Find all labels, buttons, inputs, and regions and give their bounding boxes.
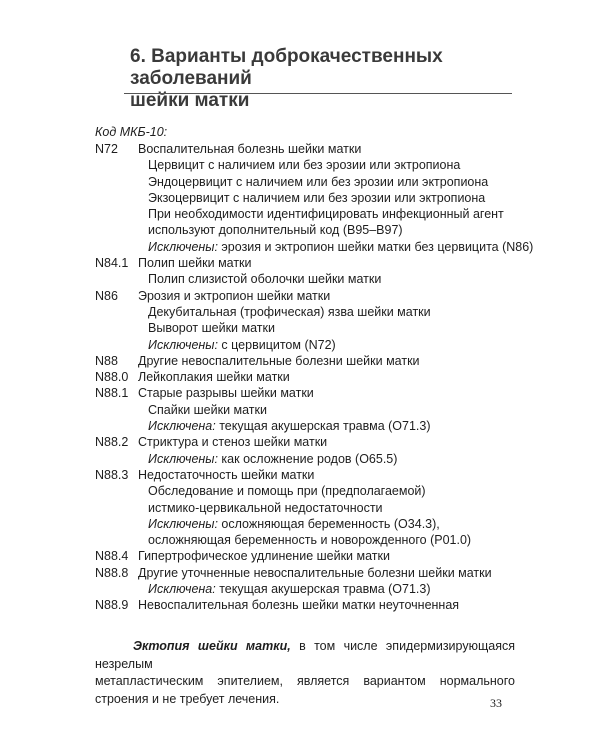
section-heading [130, 46, 510, 112]
line-text: как осложнение родов (O65.5) [217, 451, 398, 466]
icd-code: N86 [95, 288, 118, 303]
exclusion-line [138, 418, 525, 434]
line-text: Экзоцервицит с наличием или без эрозии или эктропиона [148, 190, 486, 205]
line-text: текущая акушерская травма (O71.3) [215, 582, 431, 597]
description-line [138, 190, 533, 206]
line-text: эрозия и эктропион шейки матки без цервицита (N86) [217, 239, 534, 254]
description-line [138, 141, 533, 157]
icd-entry [95, 597, 525, 613]
icd-entry-lines [138, 385, 525, 434]
line-text: Другие невоспалительные болезни шейки матки [138, 353, 420, 368]
line-text: Полип слизистой оболочки шейки матки [148, 272, 382, 287]
line-text: Цервицит с наличием или без эрозии или эктропиона [148, 158, 461, 173]
line-text: осложняющая беременность и новорожденного (P01.0) [148, 533, 472, 548]
description-line [138, 157, 533, 173]
line-text: Воспалительная болезнь шейки матки [138, 142, 362, 156]
icd-code: N88.1 [95, 386, 129, 401]
line-text: Декубитальная (трофическая) язва шейки матки [148, 304, 431, 319]
description-line [138, 271, 525, 287]
icd-code: N88.2 [95, 435, 129, 450]
exclusion-label: Исключены: [148, 239, 218, 254]
description-line [138, 597, 525, 613]
description-line [138, 304, 525, 320]
page-number: 33 [490, 696, 502, 710]
icd-entry [95, 467, 525, 548]
ectopy-paragraph [95, 638, 515, 708]
heading-line-2: шейки матки [130, 90, 250, 111]
description-line [138, 500, 525, 516]
description-line [138, 288, 525, 304]
line-text: Старые разрывы шейки матки [138, 386, 314, 401]
description-line [138, 483, 525, 499]
line-text: Недостаточность шейки матки [138, 467, 315, 482]
line-text: Обследование и помощь при (предполагаемой) [148, 484, 426, 499]
line-text: истмико-цервикальной недостаточности [148, 500, 383, 515]
description-line [138, 320, 525, 336]
line-text: Полип шейки матки [138, 256, 252, 271]
icd-code: N88.4 [95, 549, 129, 564]
paragraph-rest: метапластическим эпителием, является вариантом нормального строения и не требует лечения. [95, 674, 515, 706]
icd-entry-lines [138, 434, 525, 467]
icd-entry [95, 288, 525, 353]
description-line [138, 532, 525, 548]
paragraph-line1: в том числе эпидермизирующаяся незрелым [95, 639, 515, 671]
description-line [138, 222, 533, 238]
exclusion-label: Исключена: [148, 419, 216, 434]
paragraph-lead: Эктопия шейки матки, [133, 639, 291, 653]
line-text: Невоспалительная болезнь шейки матки неуточненная [138, 598, 460, 613]
exclusion-label: Исключены: [148, 451, 218, 466]
icd-code: N88 [95, 353, 118, 368]
description-line [138, 565, 525, 581]
description-line [138, 255, 525, 271]
description-line [138, 369, 525, 385]
line-text: Спайки шейки матки [148, 402, 267, 417]
exclusion-line [138, 516, 525, 532]
exclusion-line [138, 239, 533, 255]
line-text: текущая акушерская травма (O71.3) [215, 419, 431, 434]
icd-entry-lines [138, 597, 525, 613]
icd-entry [95, 353, 525, 369]
icd-entry-lines [138, 255, 525, 288]
icd-code: N88.0 [95, 370, 129, 385]
icd-code: N88.9 [95, 598, 129, 613]
icd-entry [95, 565, 525, 598]
exclusion-label: Исключены: [148, 337, 218, 352]
icd-entry-lines [138, 565, 525, 598]
line-text: Лейкоплакия шейки матки [138, 370, 290, 385]
icd-entry [95, 434, 525, 467]
description-line [138, 434, 525, 450]
line-text: Выворот шейки матки [148, 321, 275, 336]
exclusion-label: Исключена: [148, 582, 216, 597]
icd-entry-lines [138, 548, 525, 564]
icd-entry [95, 385, 525, 434]
description-line [138, 548, 525, 564]
line-text: осложняющая беременность (O34.3), [217, 516, 440, 531]
icd-entry-lines [138, 141, 533, 255]
description-line [138, 206, 533, 222]
exclusion-line [138, 451, 525, 467]
icd-entry-lines [138, 288, 525, 353]
icd-entries-list [95, 141, 534, 614]
line-text: Гипертрофическое удлинение шейки матки [138, 549, 390, 564]
icd-entry-lines [138, 467, 525, 548]
description-line [138, 467, 525, 483]
exclusion-line [138, 337, 525, 353]
icd-entry-lines [138, 353, 525, 369]
line-text: При необходимости идентифицировать инфекционный агент [148, 207, 504, 222]
line-text: Стриктура и стеноз шейки матки [138, 435, 328, 450]
line-text: Другие уточненные невоспалительные болезни шейки матки [138, 565, 492, 580]
line-text: Эрозия и эктропион шейки матки [138, 288, 331, 303]
icd-entry-lines [138, 369, 525, 385]
icd-code: N72 [95, 142, 118, 156]
icd-entry [95, 369, 525, 385]
icd-code: N88.8 [95, 565, 129, 580]
icd-entry [95, 255, 525, 288]
line-text: с цервицитом (N72) [217, 337, 336, 352]
exclusion-line [138, 581, 525, 597]
description-line [138, 402, 525, 418]
exclusion-label: Исключены: [148, 516, 218, 531]
icd-code: N84.1 [95, 256, 129, 271]
heading-underline [124, 93, 512, 94]
icd-code: N88.3 [95, 467, 129, 482]
icd-entry [95, 548, 525, 564]
description-line [138, 353, 525, 369]
description-line [138, 385, 525, 401]
icd-code-label: Код МКБ-10: [95, 125, 168, 139]
line-text: используют дополнительный код (B95–B97) [148, 223, 403, 238]
icd-entry [95, 141, 534, 255]
heading-line-1: 6. Варианты доброкачественных заболеваний [130, 46, 443, 89]
line-text: Эндоцервицит с наличием или без эрозии или эктропиона [148, 174, 489, 189]
description-line [138, 174, 533, 190]
